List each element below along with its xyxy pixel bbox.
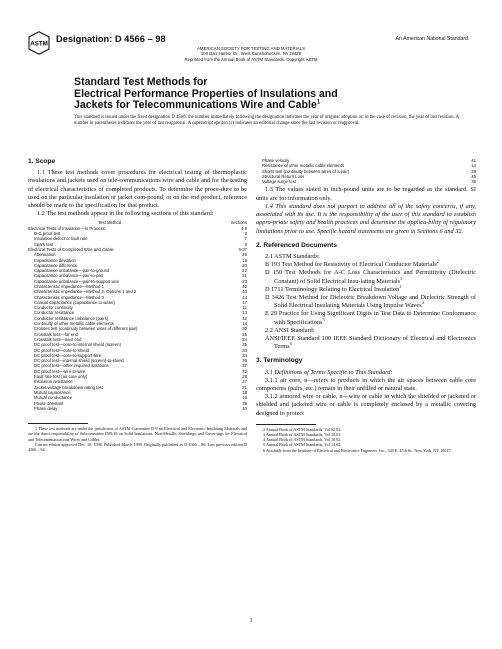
test-method-label: Capacitance unbalance—pair-to-support wire: [34, 278, 120, 284]
section-number: 23: [242, 278, 247, 284]
test-method-label: Coaxial capacitance (capacitance to water): [34, 299, 116, 305]
test-method-label: Crosstalk loss—far end: [34, 331, 78, 337]
table-row: Electrical Tests of Insulation—In Process: 4-8: [28, 225, 247, 231]
issuance-note: This standard is issued under the fixed designation D 4566; the number immediately following the designation indicates the year of original adoption or, in the case of revision, the year of last revision. A number in parentheses indicates the year of last reapproval. A superscript epsilon (ε) indicates an editorial change since the last revision or reapproval.: [74, 115, 459, 127]
test-method-label: Phase delay: [34, 405, 58, 411]
test-method-label: Characteristic impedance—Method 1: [34, 283, 104, 289]
section-number: 13: [242, 310, 247, 316]
test-method-label: DC proof test—other required isolations: [34, 363, 109, 369]
footnote: Current edition approved Dec. 10, 1998. Published March 1999. Originally published as D 4566 – 86. Last previous edition D 4566 – 94.: [28, 441, 247, 452]
test-method-label: Fault rate test (air core only): [34, 374, 88, 380]
test-method-label: Capacitance unbalance—pair-to-ground: [34, 268, 110, 274]
section-number: 28: [242, 374, 247, 380]
test-method-label: Mutual conductance: [34, 395, 73, 401]
footnote: 5 Annual Book of ASTM Standards, Vol 14.02.: [263, 442, 342, 448]
org-line: AMERICAN SOCIETY FOR TESTING AND MATERIALS: [197, 46, 305, 51]
test-method-label: Insulation resistance: [34, 379, 73, 385]
test-method-label: Mutual capacitance: [34, 389, 71, 395]
section-number: 6: [244, 241, 247, 247]
section-number: 8: [244, 231, 247, 237]
footnote: 6 Available from the Institute of Electrical and Electronics Engineers, Inc., 345 E. 47th St., New York, NY 10017.: [263, 447, 452, 453]
paragraph: 1.4 This standard does not purport to address all of the safety concerns, if any, associated with its use. It is the responsibility of the user of this standard to establish appro-priate safety and health practices and determine the applica-bility of regulatory limitations prior to use. Specific hazard statements are given in Sections 6 and 32.: [256, 202, 476, 235]
section-heading-referenced: 2. Referenced Documents: [256, 241, 337, 249]
section-number: 25: [242, 331, 247, 337]
section-number: 16: [242, 395, 247, 401]
section-number: 33: [242, 347, 247, 353]
footnote: 3 Annual Book of ASTM Standards, Vol 10.01.: [263, 431, 342, 437]
footnote-ref: 1: [316, 99, 321, 106]
section-number: 30: [242, 326, 247, 332]
section-number: 19: [242, 257, 247, 263]
section-number: 38: [471, 179, 476, 185]
section-number: 34: [242, 352, 247, 358]
section-number: 44: [242, 294, 247, 300]
page-number: 1: [249, 618, 253, 624]
test-method-label: DC proof test—core-to-internal shield (screen): [34, 342, 121, 348]
test-method-label: Phase constant: [34, 400, 64, 406]
designation: Designation: D 4566 – 98: [56, 34, 166, 44]
test-method-label: DC proof test—wire-to-wire: [34, 368, 86, 374]
reference-item: D 3426 Test Method for Dielectric Breakdown Voltage and Dielectric Strength of Solid Electrical Insulating Materials Using Impulse Waves$^4$: [265, 293, 476, 310]
test-method-label: Capacitance unbalance—pair-to-pair: [34, 273, 104, 279]
org-line: Reprinted from the Annual Book of ASTM Standards. Copyright ASTM: [184, 56, 318, 62]
test-method-label: Conductor continuity: [34, 305, 73, 311]
table-row: Electrical Tests of Completed Wire and Cable: 9-37: [28, 246, 247, 252]
footnote: 2 Annual Book of ASTM Standards, Vol 02.03.: [263, 426, 342, 432]
reference-item: ANSI/IEEE Standard 100 IEEE Standard Dictionary of Electrical and Electronics Terms$^6$: [265, 334, 476, 351]
section-number: 31: [242, 384, 247, 390]
section-number: 14: [242, 321, 247, 327]
test-method-label: Capacitance difference: [34, 262, 78, 268]
section-number: 41: [471, 158, 476, 163]
test-method-label: Structural Return Loss: [262, 173, 305, 179]
section-number: 11: [242, 305, 247, 311]
test-method-label: Insulation defect or fault rate: [34, 236, 88, 242]
test-method-label: Phase velocity: [262, 158, 290, 163]
section-number: 43: [242, 289, 247, 295]
section-number: 18: [242, 389, 247, 395]
section-number: 22: [242, 268, 247, 274]
test-method-label: Continuity of other metallic cable elements: [34, 321, 114, 327]
test-method-label: Shorts test (continuity between wires of a pair): [262, 168, 350, 174]
section-number: 36: [242, 358, 247, 364]
paragraph: 1.3 The values stated in inch-pound units are to be regarded as the standard. SI units are for information only.: [256, 186, 476, 202]
reference-item: D 150 Test Methods for A-C Loss Characteristics and Permittivity (Dielectric Constant) of Solid Electrical Insu-lating Materials$^3$: [265, 269, 476, 285]
paragraph: 1.1 These test methods cover procedures for electrical testing of thermoplastic insulations and jackets used on tele-communications wire and cable and for the testing of electrical characteristics of completed products. To determine the proce-dure to be used on the particular insulation or jacket com-pound, or on the end product, reference should be made to the specification for that product.: [28, 169, 247, 210]
test-method-label: Attenuation: [34, 252, 56, 258]
test-method-label: Jacket voltage breakdown rating test: [34, 384, 103, 390]
section-number: 24: [242, 336, 247, 342]
title-line: Standard Test Methods for: [74, 76, 208, 88]
page-title: [74, 77, 454, 112]
test-method-label: D-C proof test: [34, 231, 61, 237]
test-method-label: Spark test: [34, 241, 54, 247]
test-method-label: Resistance of other metallic cable elements: [262, 163, 344, 169]
section-number: 37: [242, 363, 247, 369]
test-method-label: DC proof test—core-to-support wire: [34, 352, 102, 358]
paragraph: 3.1.1 air core, n—refers to products in which the air spaces between cable core components (pairs, etc.) remain in their unfilled or natural state.: [256, 376, 476, 392]
section-heading-scope: 1. Scope: [28, 158, 56, 165]
reference-item: E 29 Practice for Using Significant Digits in Test Data to Determine Conformance with Specifications$^5$: [265, 310, 476, 326]
standard-type: An American National Standard: [395, 36, 468, 42]
subheading: 2.1 ASTM Standards:: [265, 252, 320, 260]
test-method-table: [28, 220, 247, 411]
section-number: 12: [242, 315, 247, 321]
section-number: 42: [242, 283, 247, 289]
table-row: [28, 406, 247, 411]
footnote: 4 Annual Book of ASTM Standards, Vol 10.02.: [263, 437, 342, 443]
test-method-table-continued: [256, 158, 476, 184]
svg-text:ASTM: ASTM: [30, 40, 48, 48]
paragraph: 3.1 Definitions of Terms Specific to This Standard:: [265, 368, 393, 376]
section-number: 14: [471, 163, 476, 169]
footnote-rule: [256, 424, 316, 425]
test-method-label: Crosstalk loss—near end: [34, 336, 82, 342]
section-number: 35: [242, 342, 247, 348]
paragraph: 1.2 The test methods appear in the following sections of this standard:: [37, 210, 214, 218]
section-heading-terminology: 3. Terminology: [256, 357, 303, 365]
test-method-label: DC proof test—internal shield (screen)-to-shield: [34, 358, 124, 364]
test-method-label: Characteristic impedance—Method 2, Options 1 and 2: [34, 289, 137, 295]
section-number: 20: [242, 262, 247, 268]
footnote-rule: [28, 423, 88, 424]
section-number: 21: [242, 273, 247, 279]
section-number: 32: [242, 368, 247, 374]
section-number: 45: [471, 173, 476, 179]
section-number: 27: [242, 379, 247, 385]
section-number: 39: [242, 400, 247, 406]
section-number: 7: [244, 236, 247, 242]
footnote: 1 These test methods are under the jurisdiction of ASTM Committee D-9 on Electrical and Electronic Insulating Materials and are the direct responsibility of Subcommittee D09.18 on Solid Insulations, Non-Metallic Shieldings, and Cover-ings for Electrical and Telecommunications Wires and Cables.: [28, 426, 247, 442]
reference-item: D 1711 Terminology Relating to Electrical Insulation$^3$: [265, 283, 402, 293]
left-column: [28, 158, 247, 452]
org-line: 100 Barr Harbor Dr., West Conshohocken, PA 19428: [200, 51, 302, 57]
right-column: [256, 158, 476, 453]
table-row: [256, 179, 476, 184]
section-number: 26: [242, 252, 247, 258]
reference-item: B 193 Test Method for Resistivity of Electrical Conductor Materials$^2$: [265, 259, 439, 269]
title-line: Electrical Performance Properties of Insulations and: [74, 87, 338, 100]
test-method-label: Crosses test (continuity between wires of different pair): [34, 326, 138, 332]
test-method-label: Voltage surge test: [262, 179, 297, 185]
table-header: Test Method: [98, 220, 122, 226]
title-line: Jackets for Telecommunications Wire and Cable: [74, 99, 317, 112]
section-number: 40: [242, 405, 247, 411]
organization-block: [0, 46, 502, 62]
test-method-label: Capacitance deviation: [34, 257, 76, 263]
test-method-label: Characteristic impedance—Method 3: [34, 294, 104, 300]
section-number: 17: [242, 299, 247, 305]
table-header: Sections: [230, 220, 247, 226]
paragraph: 3.1.2 armored wire or cable, n—wire or cable in which the shielded or jacketed or shielded and jacketed wire or cable is completely enclosed by a metallic covering designed to protect: [256, 393, 476, 417]
test-method-label: DC proof test—core-to-shield: [34, 347, 90, 353]
section-number: 29: [471, 168, 476, 174]
test-method-label: Conductor resistance: [34, 310, 75, 316]
subheading: 2.2 ANSI Standard:: [265, 326, 315, 334]
test-method-label: Conductor resistance unbalance (pairs): [34, 315, 109, 321]
